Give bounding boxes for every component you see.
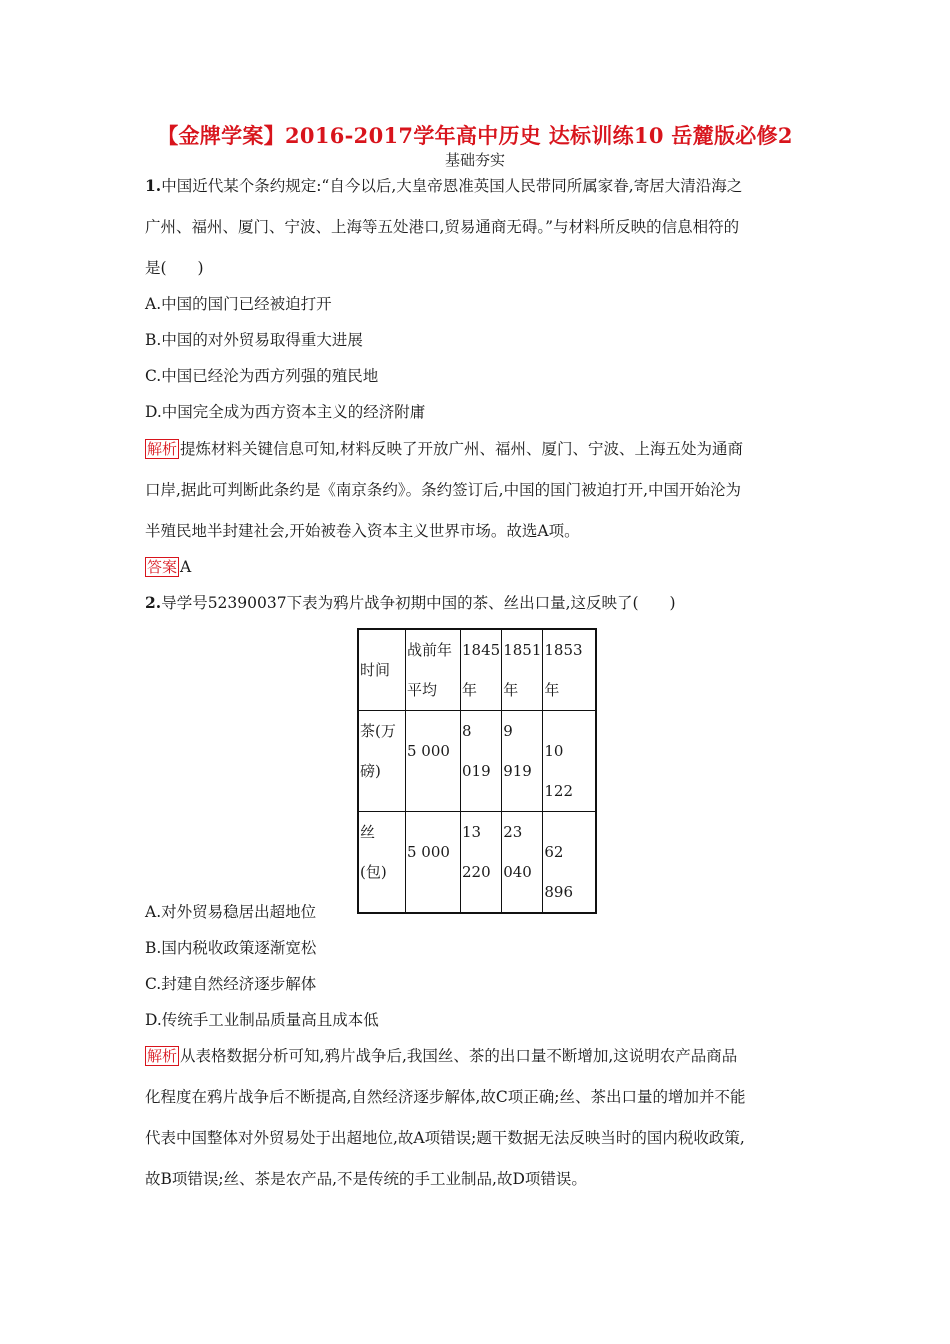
q1-stem-line: 1.中国近代某个条约规定:“自今以后,大皇帝恩准英国人民带同所属家眷,寄居大清沿海之 — [145, 176, 743, 195]
table-header-cell: 时间 — [358, 629, 406, 711]
q2-analysis-line: 化程度在鸦片战争后不断提高,自然经济逐步解体,故C项正确;丝、茶出口量的增加并不能 — [145, 1088, 746, 1106]
table-header-cell: 1845 年 — [461, 629, 502, 711]
q1-option-b: B.中国的对外贸易取得重大进展 — [145, 331, 363, 349]
table-header-row — [358, 629, 596, 711]
document-title: 【金牌学案】2016-2017学年高中历史 达标训练10 岳麓版必修2 — [157, 123, 793, 148]
q2-number: 2. — [145, 593, 162, 612]
q2-analysis-line: 解析 从表格数据分析可知,鸦片战争后,我国丝、茶的出口量不断增加,这说明农产品商品 — [147, 1047, 738, 1065]
q2-option-b: B.国内税收政策逐渐宽松 — [145, 939, 317, 957]
q2-stem-line: 2.导学号52390037下表为鸦片战争初期中国的茶、丝出口量,这反映了( ) — [145, 593, 676, 612]
q1-analysis-line: 半殖民地半封建社会,开始被卷入资本主义世界市场。故选A项。 — [145, 522, 580, 540]
analysis-tag: 解析 — [147, 1047, 178, 1065]
table-cell: 5 000 — [406, 711, 461, 812]
analysis-tag: 解析 — [147, 440, 178, 458]
section-heading: 基础夯实 — [444, 151, 505, 169]
q2-option-d: D.传统手工业制品质量高且成本低 — [145, 1011, 379, 1029]
table-row — [358, 711, 596, 812]
q1-option-d: D.中国完全成为西方资本主义的经济附庸 — [145, 403, 426, 421]
table-cell: 5 000 — [406, 812, 461, 914]
q1-analysis-line: 口岸,据此可判断此条约是《南京条约》。条约签订后,中国的国门被迫打开,中国开始沦为 — [145, 481, 742, 499]
table-header-cell: 1851 年 — [502, 629, 543, 711]
answer-tag: 答案 — [147, 558, 178, 576]
table-row — [358, 812, 596, 914]
q2-analysis-line: 故B项错误;丝、茶是农产品,不是传统的手工业制品,故D项错误。 — [145, 1170, 587, 1188]
q1-answer-line — [145, 556, 191, 578]
table-header-cell: 战前年 平均 — [406, 629, 461, 711]
table-cell: 10 122 — [543, 711, 597, 812]
table-cell: 23 040 — [502, 812, 543, 914]
q2-analysis-line: 代表中国整体对外贸易处于出超地位,故A项错误;题干数据无法反映当时的国内税收政策, — [145, 1129, 745, 1147]
q2-option-c: C.封建自然经济逐步解体 — [145, 975, 317, 993]
q1-analysis-line: 解析 提炼材料关键信息可知,材料反映了开放广州、福州、厦门、宁波、上海五处为通商 — [147, 440, 743, 458]
q1-stem-line: 是( ) — [145, 259, 204, 277]
q1-number: 1. — [145, 176, 162, 195]
q1-option-a: A.中国的国门已经被迫打开 — [145, 295, 332, 313]
q1-option-c: C.中国已经沦为西方列强的殖民地 — [145, 367, 379, 385]
table-row-label: 丝 (包) — [358, 812, 406, 914]
export-table — [357, 628, 597, 914]
table-cell: 13 220 — [461, 812, 502, 914]
table-cell: 8 019 — [461, 711, 502, 812]
q1-answer: A — [180, 558, 192, 576]
q2-option-a: A.对外贸易稳居出超地位 — [145, 903, 317, 921]
q1-stem-line: 广州、福州、厦门、宁波、上海等五处港口,贸易通商无碍。”与材料所反映的信息相符的 — [145, 218, 740, 236]
table-row-label: 茶(万 磅) — [358, 711, 406, 812]
table-cell: 62 896 — [543, 812, 597, 914]
table-header-cell: 1853 年 — [543, 629, 597, 711]
table-cell: 9 919 — [502, 711, 543, 812]
